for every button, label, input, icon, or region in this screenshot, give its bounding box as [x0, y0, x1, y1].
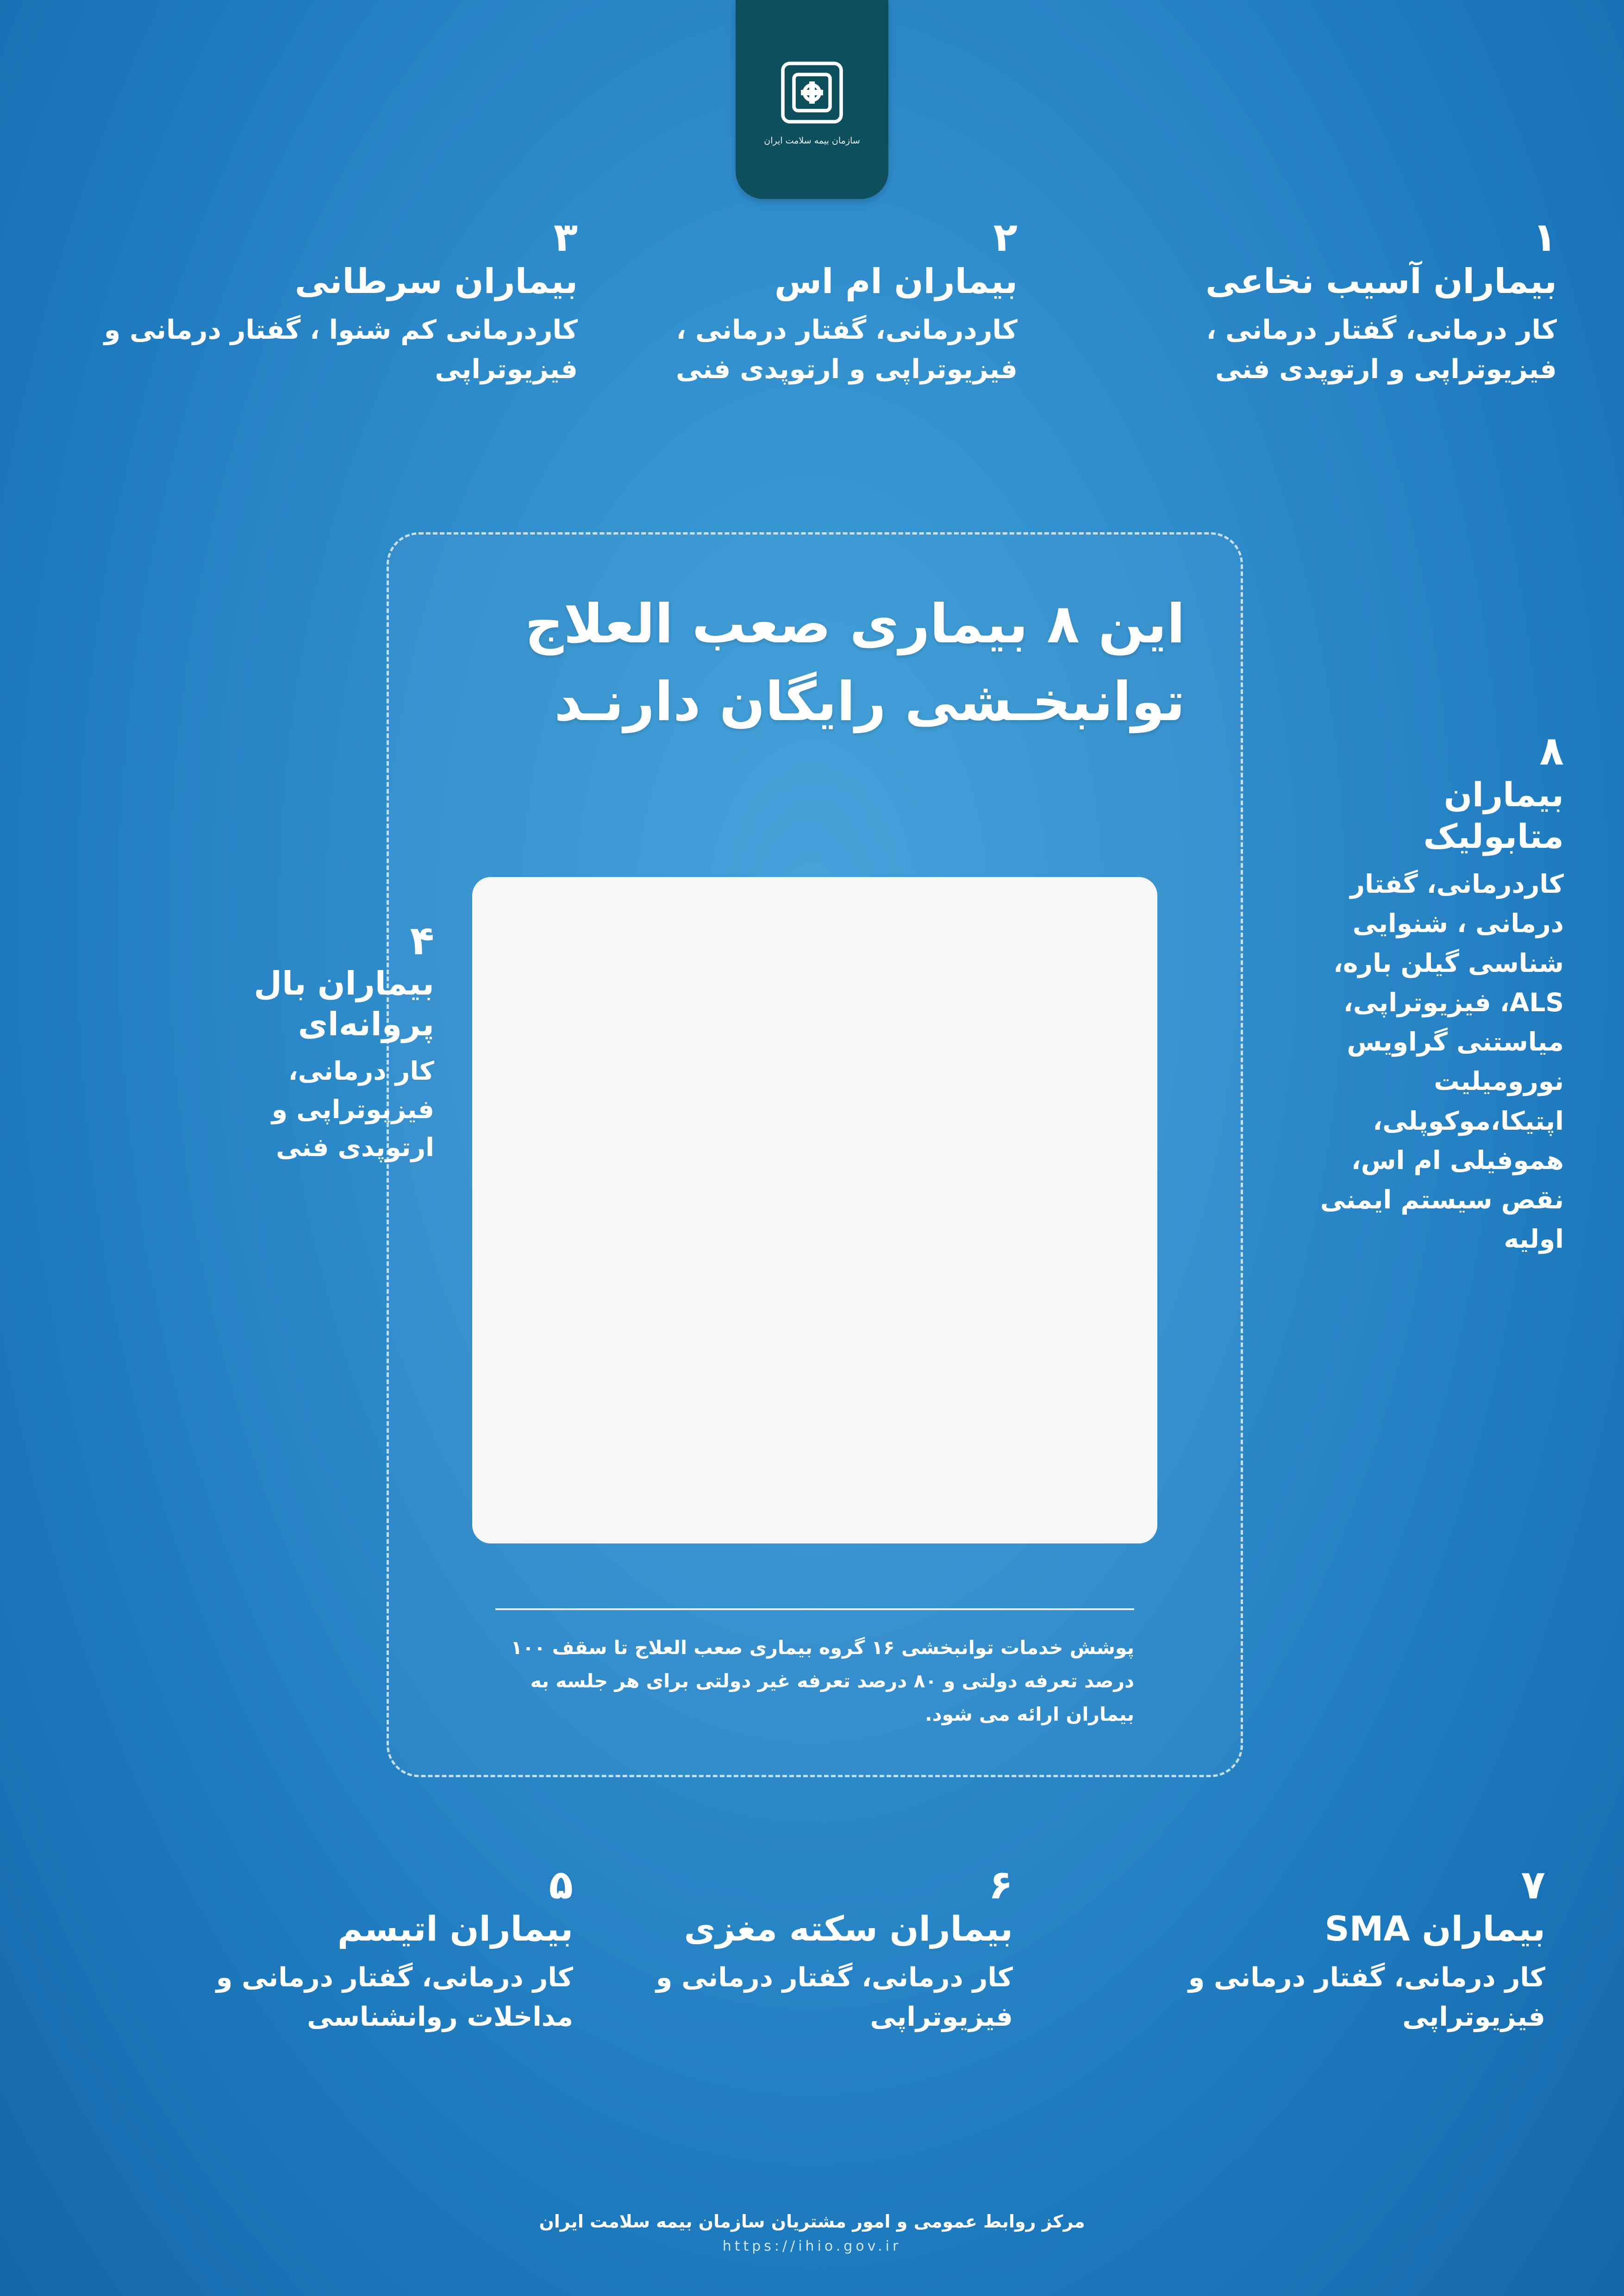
item-title: بیماران ام اس — [774, 261, 1018, 301]
item-autism — [101, 1862, 573, 2037]
item-title: بیماران سکته مغزی — [684, 1909, 1013, 1949]
item-title: بیماران اتیسم — [337, 1909, 573, 1949]
item-number: ۳ — [553, 214, 578, 261]
item-number: ۵ — [549, 1862, 573, 1908]
item-number: ۷ — [1521, 1862, 1545, 1908]
item-number: ۸ — [1539, 728, 1564, 774]
footer-website[interactable]: https://ihio.gov.ir — [722, 2238, 902, 2254]
footnote-text: پوشش خدمات توانبخشی ۱۶ گروه بیماری صعب العلاج تا سقف ۱۰۰ درصد تعرفه دولتی و ۸۰ درصد تعرفه غیر دولتی برای هر جلسه به بیماران ارائه می شود. — [511, 1636, 1134, 1725]
item-title: بیماران سرطانی — [294, 261, 578, 301]
item-description: کاردرمانی، گفتار درمانی ، شنوایی شناسی گیلن باره، ALS، فیزیوتراپی، میاستنی گراویس نورومیلیت اپتیکا،موکوپلی، هموفیلی ام اس، نقص سیستم ایمنی اولیه — [1320, 869, 1564, 1254]
item-number: ۲ — [993, 214, 1018, 261]
clinic-illustration — [444, 794, 1185, 1562]
item-description: کاردرمانی کم شنوا ، گفتار درمانی و فیزیوتراپی — [104, 314, 578, 385]
item-sma — [1119, 1862, 1545, 2037]
item-ms — [647, 214, 1018, 390]
item-description: کار درمانی، گفتار درمانی و مداخلات روانشناسی — [216, 1962, 573, 2032]
item-title: بیماران SMA — [1324, 1909, 1545, 1949]
footer-organization: مرکز روابط عمومی و امور مشتریان سازمان بیمه سلامت ایران — [539, 2211, 1085, 2232]
page-title-line2: توانبخـشی رایگان دارنـد — [554, 671, 1185, 734]
logo-caption: سازمان بیمه سلامت ایران — [764, 136, 860, 146]
item-description: کار درمانی، گفتار درمانی ، فیزیوتراپی و ارتوپدی فنی — [1206, 314, 1557, 385]
item-stroke — [643, 1862, 1013, 2037]
item-description: کاردرمانی، گفتار درمانی ، فیزیوتراپی و ارتوپدی فنی — [676, 314, 1018, 385]
footnote-divider — [495, 1608, 1134, 1610]
item-description: کار درمانی، فیزیوتراپی و ارتوپدی فنی — [271, 1056, 434, 1162]
ihio-emblem-icon — [777, 58, 847, 127]
item-eb-butterfly — [212, 918, 434, 1167]
page-title — [444, 585, 1185, 741]
item-spinal-injury — [1099, 214, 1557, 390]
item-title: بیماران بال پروانه‌ای — [254, 964, 434, 1043]
page-title-line1: این ۸ بیماری صعب العلاج — [525, 593, 1185, 655]
item-description: کار درمانی، گفتار درمانی و فیزیوتراپی — [1188, 1962, 1545, 2032]
organization-logo-badge — [736, 0, 888, 199]
footer — [0, 2211, 1624, 2254]
item-description: کار درمانی، گفتار درمانی و فیزیوتراپی — [656, 1962, 1013, 2032]
item-metabolic — [1305, 728, 1564, 1259]
item-number: ۱ — [1532, 214, 1557, 261]
item-title: بیماران آسیب نخاعی — [1205, 261, 1557, 301]
illustration-background — [472, 877, 1157, 1543]
item-title: بیماران متابولیک — [1423, 775, 1564, 856]
item-number: ۴ — [410, 918, 434, 964]
main-card — [387, 532, 1243, 1777]
item-cancer — [96, 214, 578, 390]
item-number: ۶ — [988, 1862, 1013, 1908]
